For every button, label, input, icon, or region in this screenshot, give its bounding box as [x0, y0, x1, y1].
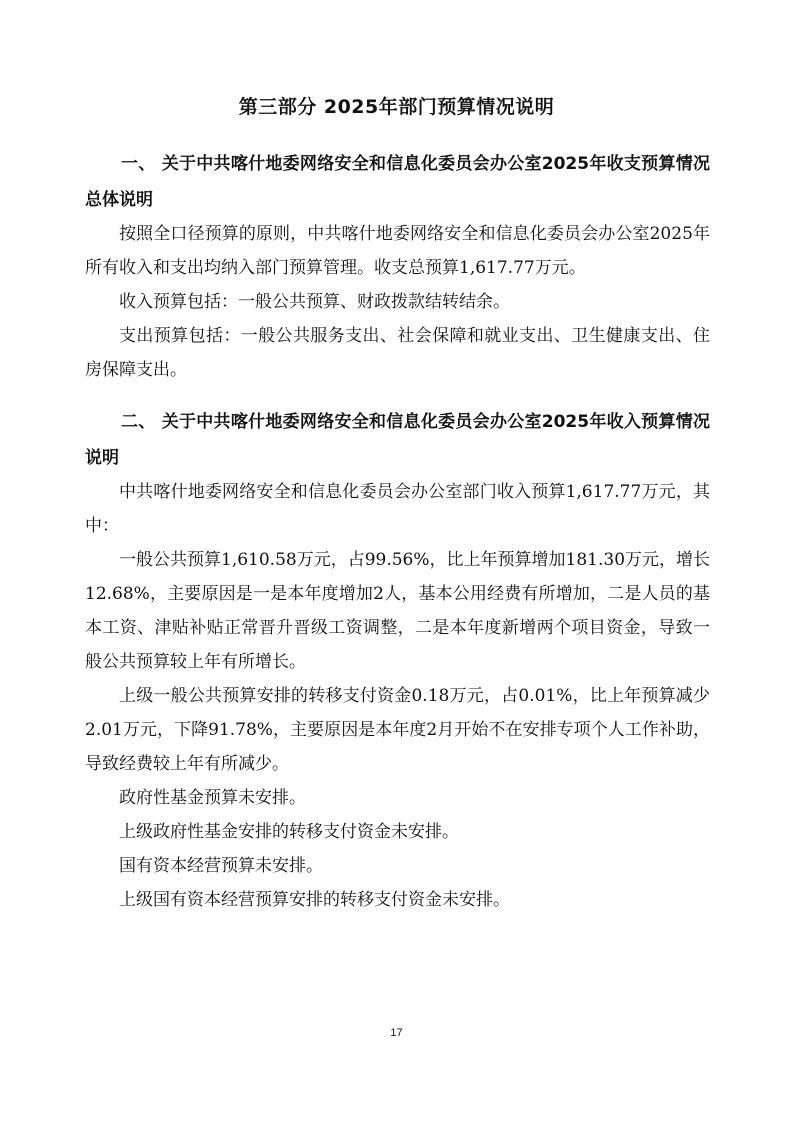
section-2-paragraph-2: 一般公共预算1,610.58万元，占99.56%，比上年预算增加181.30万元，增长12.68%，主要原因是一是本年度增加2人，基本公用经费有所增加，二是人员的基本工资、津贴补贴正常晋升晋级工资调整，二是本年度新增两个项目资金，导致一般公共预算较上年有所增长。 — [85, 550, 711, 672]
page-number: 17 — [390, 1027, 403, 1039]
section-2-paragraph-6: 国有资本经营预算未安排。 — [119, 856, 323, 876]
section-2-body — [85, 475, 710, 917]
section-2-paragraph-5: 上级政府性基金安排的转移支付资金未安排。 — [119, 822, 459, 842]
section-1-body — [85, 217, 710, 387]
section-2-heading: 二、 关于中共喀什地委网络安全和信息化委员会办公室2025年收入预算情况说明 — [85, 412, 710, 468]
section-1-paragraph-1: 按照全口径预算的原则，中共喀什地委网络安全和信息化委员会办公室2025年所有收入和支出均纳入部门预算管理。收支总预算1,617.77万元。 — [85, 224, 710, 278]
section-2-paragraph-1: 中共喀什地委网络安全和信息化委员会办公室部门收入预算1,617.77万元，其中： — [85, 482, 710, 536]
section-2 — [85, 404, 710, 476]
section-1 — [85, 146, 710, 218]
section-2-paragraph-7: 上级国有资本经营预算安排的转移支付资金未安排。 — [119, 890, 510, 910]
section-2-paragraph-3: 上级一般公共预算安排的转移支付资金0.18万元，占0.01%，比上年预算减少2.01万元，下降91.78%，主要原因是本年度2月开始不在安排专项个人工作补助，导致经费较上年有所减少。 — [85, 686, 710, 774]
page-title: 第三部分 2025年部门预算情况说明 — [238, 96, 555, 118]
section-2-paragraph-4: 政府性基金预算未安排。 — [119, 788, 306, 808]
section-1-paragraph-2: 收入预算包括：一般公共预算、财政拨款结转结余。 — [119, 292, 510, 312]
section-1-paragraph-3: 支出预算包括：一般公共服务支出、社会保障和就业支出、卫生健康支出、住房保障支出。 — [85, 326, 710, 380]
section-1-heading: 一、 关于中共喀什地委网络安全和信息化委员会办公室2025年收支预算情况总体说明 — [85, 154, 710, 210]
